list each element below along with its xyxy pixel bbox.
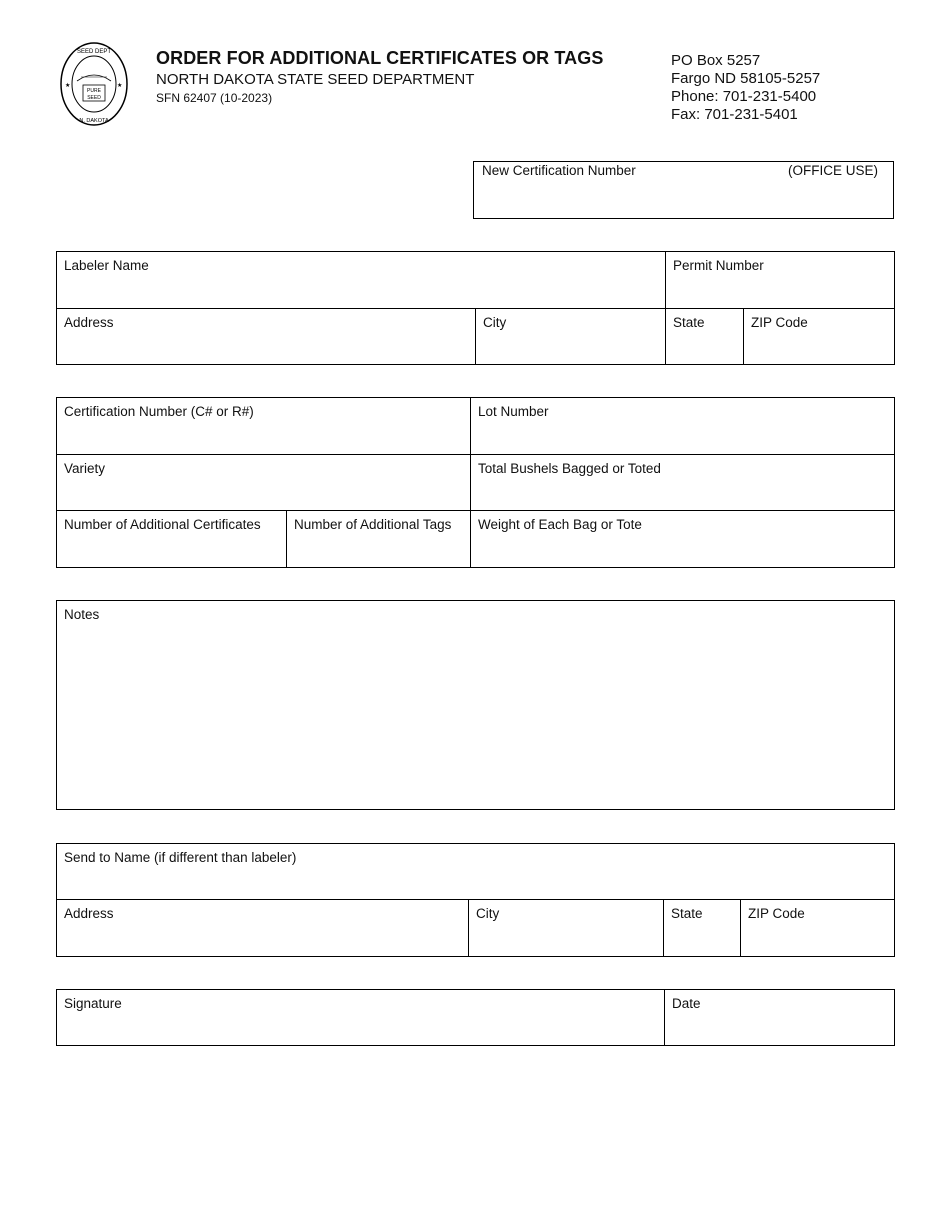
- signature-field[interactable]: [57, 990, 665, 1045]
- address-label: Address: [64, 315, 114, 330]
- labeler-section: [56, 251, 895, 365]
- certification-number-field[interactable]: [57, 398, 471, 455]
- department-name: NORTH DAKOTA STATE SEED DEPARTMENT: [156, 71, 475, 88]
- state-seed-seal-logo: [59, 41, 129, 127]
- certification-number-label: Certification Number (C# or R#): [64, 404, 254, 419]
- signature-label: Signature: [64, 996, 122, 1011]
- variety-field[interactable]: [57, 455, 471, 511]
- total-bushels-label: Total Bushels Bagged or Toted: [478, 461, 661, 476]
- new-certification-number-field[interactable]: [473, 161, 894, 219]
- signature-section: [56, 989, 895, 1046]
- additional-certificates-label: Number of Additional Certificates: [64, 517, 261, 532]
- city-label: City: [476, 906, 500, 921]
- notes-field[interactable]: [56, 600, 895, 810]
- svg-text:SEED DEPT: SEED DEPT: [76, 49, 112, 55]
- send-to-address-field[interactable]: [57, 900, 469, 956]
- total-bushels-field[interactable]: [471, 455, 894, 511]
- date-label: Date: [672, 996, 701, 1011]
- send-to-name-field[interactable]: [57, 844, 894, 900]
- address-label: Address: [64, 906, 114, 921]
- fax: Fax: 701-231-5401: [671, 106, 798, 123]
- state-label: State: [671, 906, 703, 921]
- phone: Phone: 701-231-5400: [671, 88, 817, 105]
- labeler-name-label: Labeler Name: [64, 258, 149, 273]
- labeler-name-field[interactable]: [57, 252, 666, 309]
- additional-tags-label: Number of Additional Tags: [294, 517, 452, 532]
- state-label: State: [673, 315, 705, 330]
- zip-label: ZIP Code: [751, 315, 808, 330]
- lot-number-field[interactable]: [471, 398, 894, 455]
- labeler-address-field[interactable]: [57, 309, 476, 364]
- mailing-address: [671, 52, 820, 124]
- variety-label: Variety: [64, 461, 106, 476]
- lot-section: [56, 397, 895, 568]
- po-box: PO Box 5257: [671, 52, 761, 69]
- additional-certificates-field[interactable]: [57, 511, 287, 567]
- labeler-state-field[interactable]: [666, 309, 744, 364]
- form-number: SFN 62407 (10-2023): [156, 91, 273, 105]
- bag-weight-label: Weight of Each Bag or Tote: [478, 517, 642, 532]
- svg-text:★: ★: [117, 83, 123, 89]
- labeler-zip-field[interactable]: [744, 309, 894, 364]
- form-title: ORDER FOR ADDITIONAL CERTIFICATES OR TAGS: [156, 48, 604, 68]
- office-use-note: (OFFICE USE): [788, 163, 878, 178]
- additional-tags-field[interactable]: [287, 511, 471, 567]
- permit-number-field[interactable]: [666, 252, 894, 309]
- labeler-city-field[interactable]: [476, 309, 666, 364]
- svg-text:PURE: PURE: [87, 88, 101, 94]
- notes-label: Notes: [64, 607, 100, 622]
- svg-text:★: ★: [65, 83, 71, 89]
- send-to-name-label: Send to Name (if different than labeler): [64, 850, 297, 865]
- send-to-state-field[interactable]: [664, 900, 741, 956]
- city-line: Fargo ND 58105-5257: [671, 70, 821, 87]
- date-field[interactable]: [665, 990, 894, 1045]
- new-certification-number-label: New Certification Number: [482, 163, 636, 178]
- svg-text:N. DAKOTA: N. DAKOTA: [79, 118, 109, 124]
- city-label: City: [483, 315, 507, 330]
- lot-number-label: Lot Number: [478, 404, 549, 419]
- svg-text:SEED: SEED: [87, 95, 101, 101]
- send-to-section: [56, 843, 895, 957]
- zip-label: ZIP Code: [748, 906, 805, 921]
- send-to-city-field[interactable]: [469, 900, 664, 956]
- permit-number-label: Permit Number: [673, 258, 764, 273]
- send-to-zip-field[interactable]: [741, 900, 894, 956]
- bag-weight-field[interactable]: [471, 511, 894, 567]
